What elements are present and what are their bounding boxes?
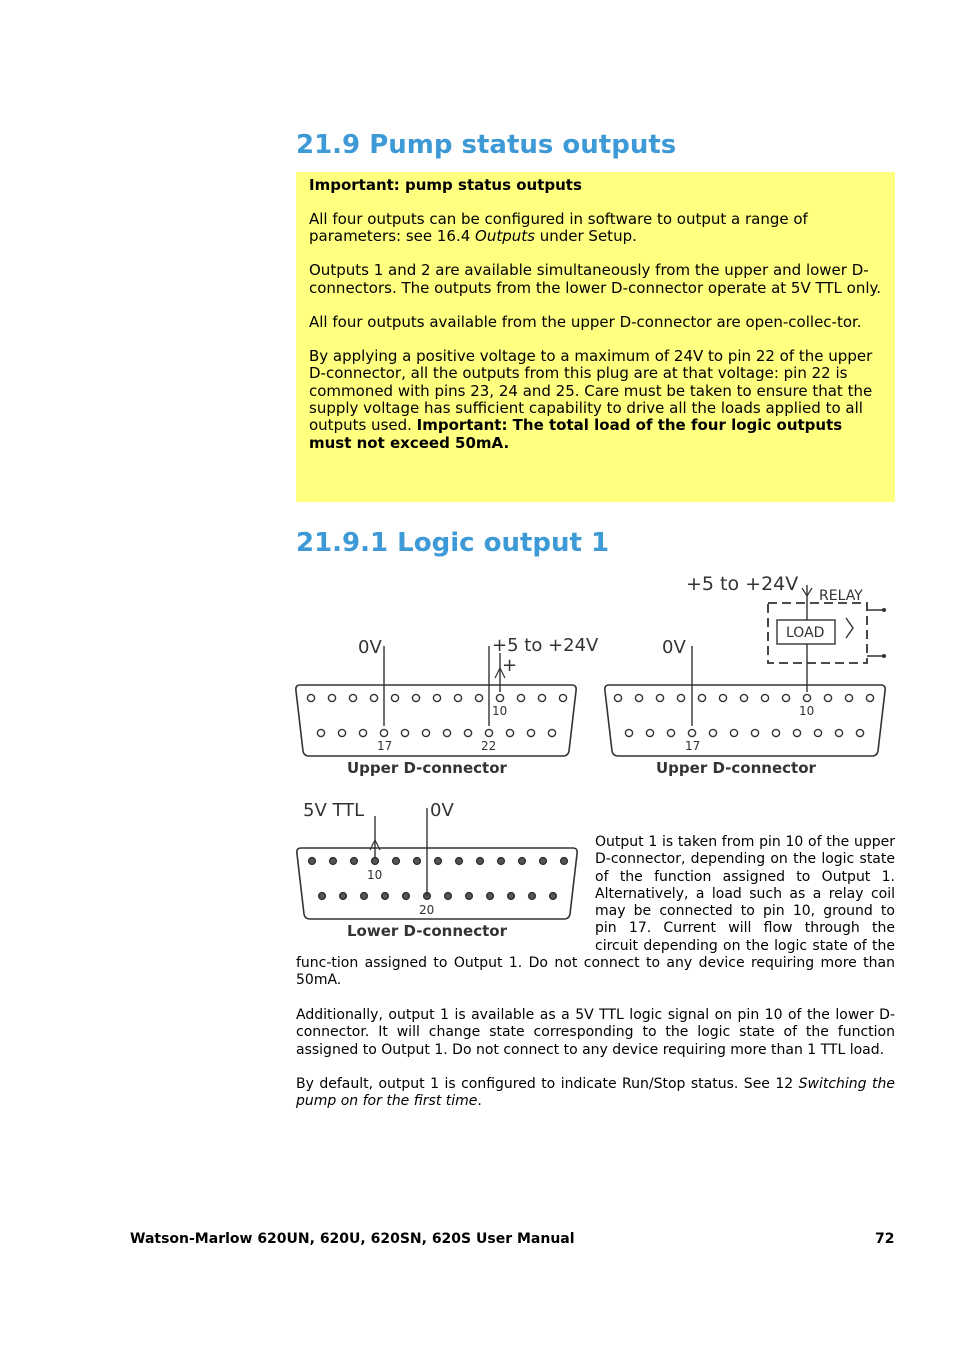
connector-caption: Upper D-connector: [656, 759, 816, 777]
connector-pin: [793, 729, 800, 736]
label-relay: RELAY: [819, 588, 863, 604]
footer-manual-title: Watson-Marlow 620UN, 620U, 620SN, 620S User Manual: [130, 1231, 575, 1247]
pin-20-label: 20: [419, 903, 435, 917]
connector-pin: [698, 694, 705, 701]
connector-pin: [814, 729, 821, 736]
connector-pin: [803, 694, 810, 701]
connector-pin: [359, 729, 366, 736]
label-0v: 0V: [430, 800, 454, 821]
subsection-title: 21.9.1 Logic output 1: [296, 528, 610, 558]
label-supply: +5 to +24V: [686, 573, 799, 595]
pin-10-label: 10: [367, 868, 383, 882]
connector-pin: [688, 729, 695, 736]
connector-pin: [517, 694, 524, 701]
connector-pin: [740, 694, 747, 701]
connector-caption: Lower D-connector: [347, 922, 507, 940]
important-note-box: [296, 172, 895, 502]
connector-pin: [443, 729, 450, 736]
connector-pin: [391, 694, 398, 701]
connector-pin: [646, 729, 653, 736]
note-paragraph-3: All four outputs available from the upper D-connector are open-collec-tor.: [309, 312, 862, 331]
connector-pin: [349, 694, 356, 701]
switching-reference: Switching the pump on for the first time: [296, 1076, 895, 1110]
body-paragraph-3: By default, output 1 is configured to indicate Run/Stop status. See 12 Switching the pump on for the first time.: [296, 1076, 895, 1110]
connector-pin: [370, 694, 377, 701]
connector-pin: [401, 729, 408, 736]
note-paragraph-2: Outputs 1 and 2 are available simultaneously from the upper and lower D-connectors. The outputs from the lower D-connector operate at 5V TTL only.: [309, 261, 882, 297]
connector-pin: [454, 694, 461, 701]
connector-pin: [422, 729, 429, 736]
body-text: [296, 834, 895, 1128]
connector-pin: [475, 694, 482, 701]
note-paragraph-4: By applying a positive voltage to a maximum of 24V to pin 22 of the upper D-connector, all the outputs from this plug are at that voltage: pin 22 is commoned with pins 23, 24 and 25. Care must be taken to ensure that the supply voltage has sufficient capability to drive all the loads applied to all outputs used. Important: The total load of the four logic outputs must not exceed 50mA.: [309, 346, 873, 452]
diagram-float-spacer: [296, 834, 595, 953]
connector-pin: [667, 729, 674, 736]
label-load: LOAD: [786, 625, 825, 641]
pin-17-label: 17: [685, 739, 701, 753]
connector-pin: [761, 694, 768, 701]
pin-10-label: 10: [492, 704, 508, 718]
connector-pin: [464, 729, 471, 736]
connector-pin: [677, 694, 684, 701]
connector-pin: [380, 729, 387, 736]
connector-pin: [824, 694, 831, 701]
connector-pin: [866, 694, 873, 701]
connector-pin: [751, 729, 758, 736]
label-0v: 0V: [358, 637, 382, 658]
label-0v: 0V: [662, 637, 686, 658]
connector-pin: [338, 729, 345, 736]
connector-pin: [307, 694, 314, 701]
connector-pin: [656, 694, 663, 701]
pin-17-label: 17: [377, 739, 393, 753]
connector-pin: [772, 729, 779, 736]
section-title: 21.9 Pump status outputs: [296, 130, 677, 160]
label-plus: +: [502, 655, 518, 676]
pin-22-label: 22: [481, 739, 497, 753]
connector-caption: Upper D-connector: [347, 759, 507, 777]
terminal-dot: [882, 608, 886, 612]
body-paragraph-2: Additionally, output 1 is available as a 5V TTL logic signal on pin 10 of the lower D-connector. It will change state corresponding to the logic state of the function assigned to Output 1. Do not connect to any device requiring more than 1 TTL load.: [296, 1006, 895, 1058]
connector-pin: [433, 694, 440, 701]
note-paragraph-1: All four outputs can be configured in software to output a range of parameters: see 16.4 Outputs under Setup.: [309, 210, 808, 246]
pin-10-label: 10: [799, 704, 815, 718]
connector-pin: [845, 694, 852, 701]
upper-connector-relay-diagram: [605, 573, 886, 777]
connector-pin: [548, 729, 555, 736]
connector-pin: [635, 694, 642, 701]
connector-pin: [506, 729, 513, 736]
connector-pin: [719, 694, 726, 701]
connector-pin: [709, 729, 716, 736]
connector-pin: [614, 694, 621, 701]
connector-pin: [527, 729, 534, 736]
terminal-dot: [882, 654, 886, 658]
note-title: Important: pump status outputs: [309, 176, 582, 194]
relay-switch-icon: [846, 618, 853, 638]
footer-page-number: 72: [875, 1231, 895, 1247]
label-5v-ttl: 5V TTL: [303, 800, 365, 821]
connector-pin: [496, 694, 503, 701]
connector-pin: [856, 729, 863, 736]
connector-pin: [730, 729, 737, 736]
connector-pin: [485, 729, 492, 736]
load-warning: Important: The total load of the four logic outputs must not exceed 50mA.: [309, 416, 843, 452]
connector-pin: [559, 694, 566, 701]
connector-pin: [412, 694, 419, 701]
connector-pin: [835, 729, 842, 736]
connector-pin: [782, 694, 789, 701]
body-paragraph-1: Output 1 is taken from pin 10 of the upper D-connector, depending on the logic state of the function assigned to Output 1. Alternatively, a load such as a relay coil may be connected to pin 10, ground to pin 17. Current will flow through the circuit depending on the logic state of the func-tion assigned to Output 1. Do not connect to any device requiring more than 50mA.: [296, 834, 895, 989]
connector-pin: [317, 729, 324, 736]
outputs-reference: Outputs: [475, 227, 535, 246]
connector-pin: [328, 694, 335, 701]
upper-connector-sink-diagram: [296, 635, 599, 777]
connector-pin: [538, 694, 545, 701]
connector-pin: [625, 729, 632, 736]
label-supply: +5 to +24V: [492, 635, 599, 656]
